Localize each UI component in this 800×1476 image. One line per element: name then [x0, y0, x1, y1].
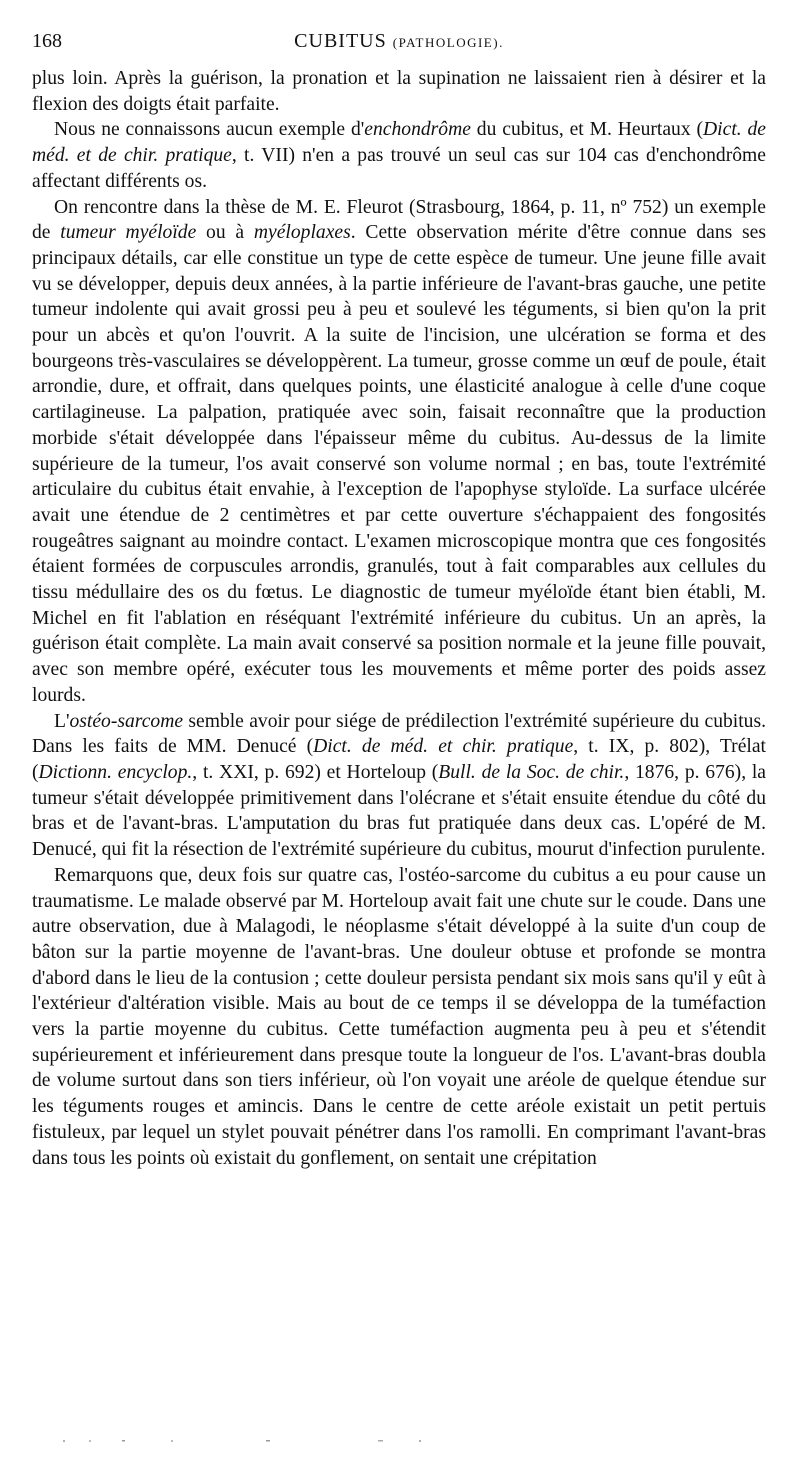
italic-text: enchondrôme: [364, 119, 471, 141]
italic-text: tumeur myéloïde: [60, 222, 197, 244]
italic-text: Dict. de méd. et chir. pratique: [313, 736, 574, 758]
italic-text: myéloplaxes: [253, 222, 351, 244]
italic-text: Dictionn. encyclop.: [38, 761, 193, 783]
text-segment: On rencontre dans la thèse de M. E. Fleurot (Strasbourg, 1864, p. 11, nº 752) un exemple de: [32, 196, 766, 244]
page-number: 168: [32, 30, 62, 52]
scan-noise-decoration: [60, 1438, 480, 1444]
text-segment: , t. VII) n'en a pas trouvé un seul cas sur 104 cas d'enchondrôme affectant différents os.: [32, 145, 766, 192]
text-segment: , 1876, p. 676), la tumeur s'était développée primitivement dans l'olécrane et s'était ensuite étendue du côté du bras et de l'avant-bras. L'amputation du bras fut pratiquée dans deux cas. L'opéré de M. Denucé, qui fit la résection de l'extrémité supérieure du cubitus, mourut d'infection purulente.: [32, 761, 766, 861]
text-segment: du cubitus, et M. Heurtaux (: [470, 119, 704, 141]
running-title: [32, 30, 766, 53]
body-text: [32, 66, 766, 1171]
italic-text: ostéo-sarcome: [69, 710, 184, 732]
text-segment: plus loin. Après la guérison, la pronation et la supination ne laissaient rien à désirer et la flexion des doigts était parfaite.: [32, 68, 766, 115]
running-title-subtitle: (PATHOLOGIE).: [392, 35, 504, 50]
text-segment: . Cette observation mérite d'être connue dans ses principaux détails, car elle constitue un type de cette espèce de tumeur. Une jeune fille avait vu se développer, depuis deux années, à la partie inférieure de l'avant-bras gauche, une petite tumeur indolente qui avait grossi peu à peu et soulevé les téguments, si bien qu'on la prit pour un abcès et qu'on l'ouvrit. A la suite de l'incision, une ulcération se forma et des bourgeons très-vasculaires se développèrent. La tumeur, grosse comme un œuf de poule, était arrondie, dure, et offrait, dans quelques points, une élasticité analogue à celle d'une coque cartilagineuse. La palpation, pratiquée avec soin, faisait reconnaître que la production morbide s'était développée dans l'épaisseur même du cubitus. Au-dessus de la limite supérieure de la tumeur, l'os avait conservé son volume normal ; en bas, toute l'extrémité articulaire du cubitus était envahie, à l'exception de l'apophyse styloïde. La surface ulcérée avait une étendue de 2 centimètres et par cette ouverture s'échappaient des fongosités rougeâtres saignant au moindre contact. L'examen microscopique montra que ces fongosités étaient formées de corpuscules arrondis, granulés, tout à fait comparables aux cellules du tissu médullaire des os du fœtus. Le diagnostic de tumeur myéloïde étant bien établi, M. Michel en fit l'ablation en réséquant l'extrémité inférieure du cubitus. Un an après, la guérison était complète. La main avait conservé sa position normale et la jeune fille pouvait, avec son membre opéré, exécuter tous les mouvements et même porter des poids assez lourds.: [32, 222, 766, 706]
paragraph: [32, 195, 766, 709]
paragraph: [32, 66, 766, 117]
text-segment: semble avoir pour siége de prédilection l'extrémité supérieure du cubitus. Dans les faits de MM. Denucé (: [32, 710, 766, 758]
text-segment: , t. IX, p. 802), Trélat (: [32, 736, 766, 783]
book-page: [32, 30, 766, 1171]
paragraph: [32, 863, 766, 1171]
text-segment: , t. XXI, p. 692) et Horteloup (: [192, 761, 439, 783]
running-header: [32, 30, 766, 62]
italic-text: Dict. de méd. et de chir. pratique: [32, 119, 767, 167]
text-segment: Nous ne connaissons aucun exemple d': [54, 119, 365, 141]
text-segment: ou à: [196, 222, 254, 244]
running-title-main: CUBITUS: [294, 30, 387, 52]
text-segment: Remarquons que, deux fois sur quatre cas, l'ostéo-sarcome du cubitus a eu pour cause un traumatisme. Le malade observé par M. Horteloup avait fait une chute sur le coude. Dans une autre observation, due à Malagodi, le néoplasme s'était développé à la suite d'un coup de bâton sur la partie moyenne de l'avant-bras. Une douleur obtuse et profonde se montra d'abord dans le lieu de la contusion ; cette douleur persista pendant six mois sans qu'il y eût à l'extérieur d'altération visible. Mais au bout de ce temps il se développa de la tuméfaction vers la partie moyenne du cubitus. Cette tuméfaction augmenta peu à peu et s'étendit supérieurement et inférieurement dans presque toute la longueur de l'os. L'avant-bras doubla de volume surtout dans son tiers inférieur, où l'on voyait une aréole de quelque étendue sur les téguments rouges et amincis. Dans le centre de cette aréole existait un petit pertuis fistuleux, par lequel un stylet pouvait pénétrer dans l'os ramolli. En comprimant l'avant-bras dans tous les points où existait du gonflement, on sentait une crépitation: [32, 864, 766, 1169]
paragraph: [32, 709, 766, 863]
paragraph: [32, 117, 766, 194]
text-segment: L': [54, 710, 70, 732]
italic-text: Bull. de la Soc. de chir.: [438, 761, 625, 783]
